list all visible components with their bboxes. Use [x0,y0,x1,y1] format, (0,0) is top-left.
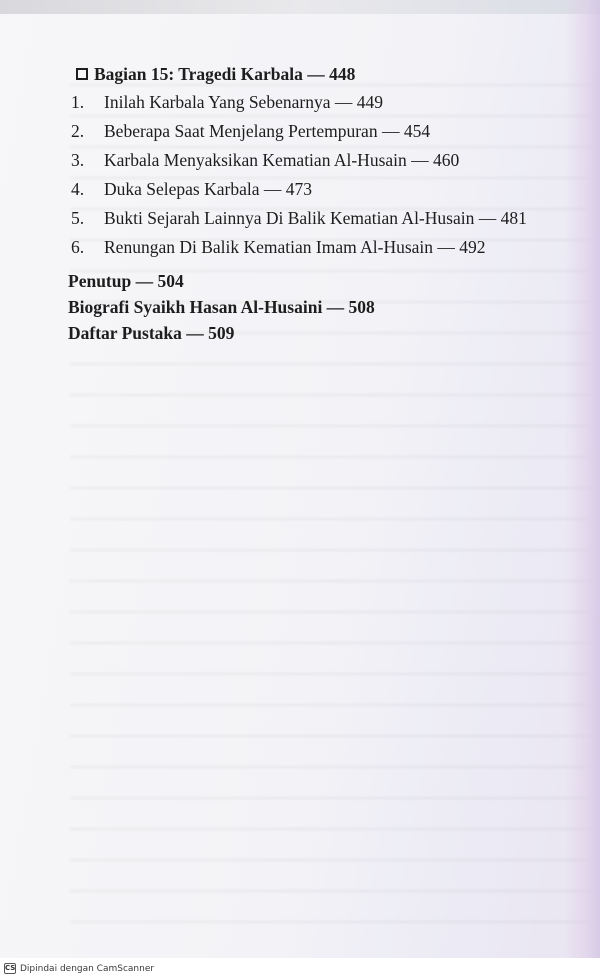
scanner-watermark [0,958,600,980]
page-top-edge [0,0,600,14]
section-heading-text: Bagian 15: Tragedi Karbala — 448 [94,64,356,84]
toc-item [68,117,588,146]
toc-item [68,88,588,117]
toc-item-text: Inilah Karbala Yang Sebenarnya — 449 [104,92,383,112]
toc-item [68,233,588,262]
toc-item-number: 2. [71,121,85,141]
table-of-contents [68,60,588,346]
toc-item-text: Karbala Menyaksikan Kematian Al-Husain — 460 [104,150,460,170]
toc-item-text: Renungan Di Balik Kematian Imam Al-Husain — 492 [104,237,486,257]
camscanner-logo-icon: CS [5,964,16,972]
toc-item [68,146,588,175]
section-heading [68,60,588,88]
section-items [68,88,588,262]
toc-item [68,204,588,233]
toc-item-number: 4. [71,179,85,199]
chapter-entries [68,268,588,346]
toc-item-number: 3. [71,150,85,170]
toc-item [68,175,588,204]
toc-item-text: Beberapa Saat Menjelang Pertempuran — 454 [104,121,431,141]
toc-item-number: 6. [71,237,85,257]
chapter-entry-biografi: Biografi Syaikh Hasan Al-Husaini — 508 [68,297,375,317]
watermark-text: Dipindai dengan CamScanner [20,964,155,974]
toc-item-text: Duka Selepas Karbala — 473 [104,179,312,199]
checkbox-icon [76,68,88,80]
chapter-entry-penutup: Penutup — 504 [68,271,184,291]
chapter-entry-daftar-pustaka: Daftar Pustaka — 509 [68,323,235,343]
toc-item-number: 5. [71,208,85,228]
toc-item-text: Bukti Sejarah Lainnya Di Balik Kematian Al-Husain — 481 [104,208,527,228]
toc-item-number: 1. [71,92,85,112]
